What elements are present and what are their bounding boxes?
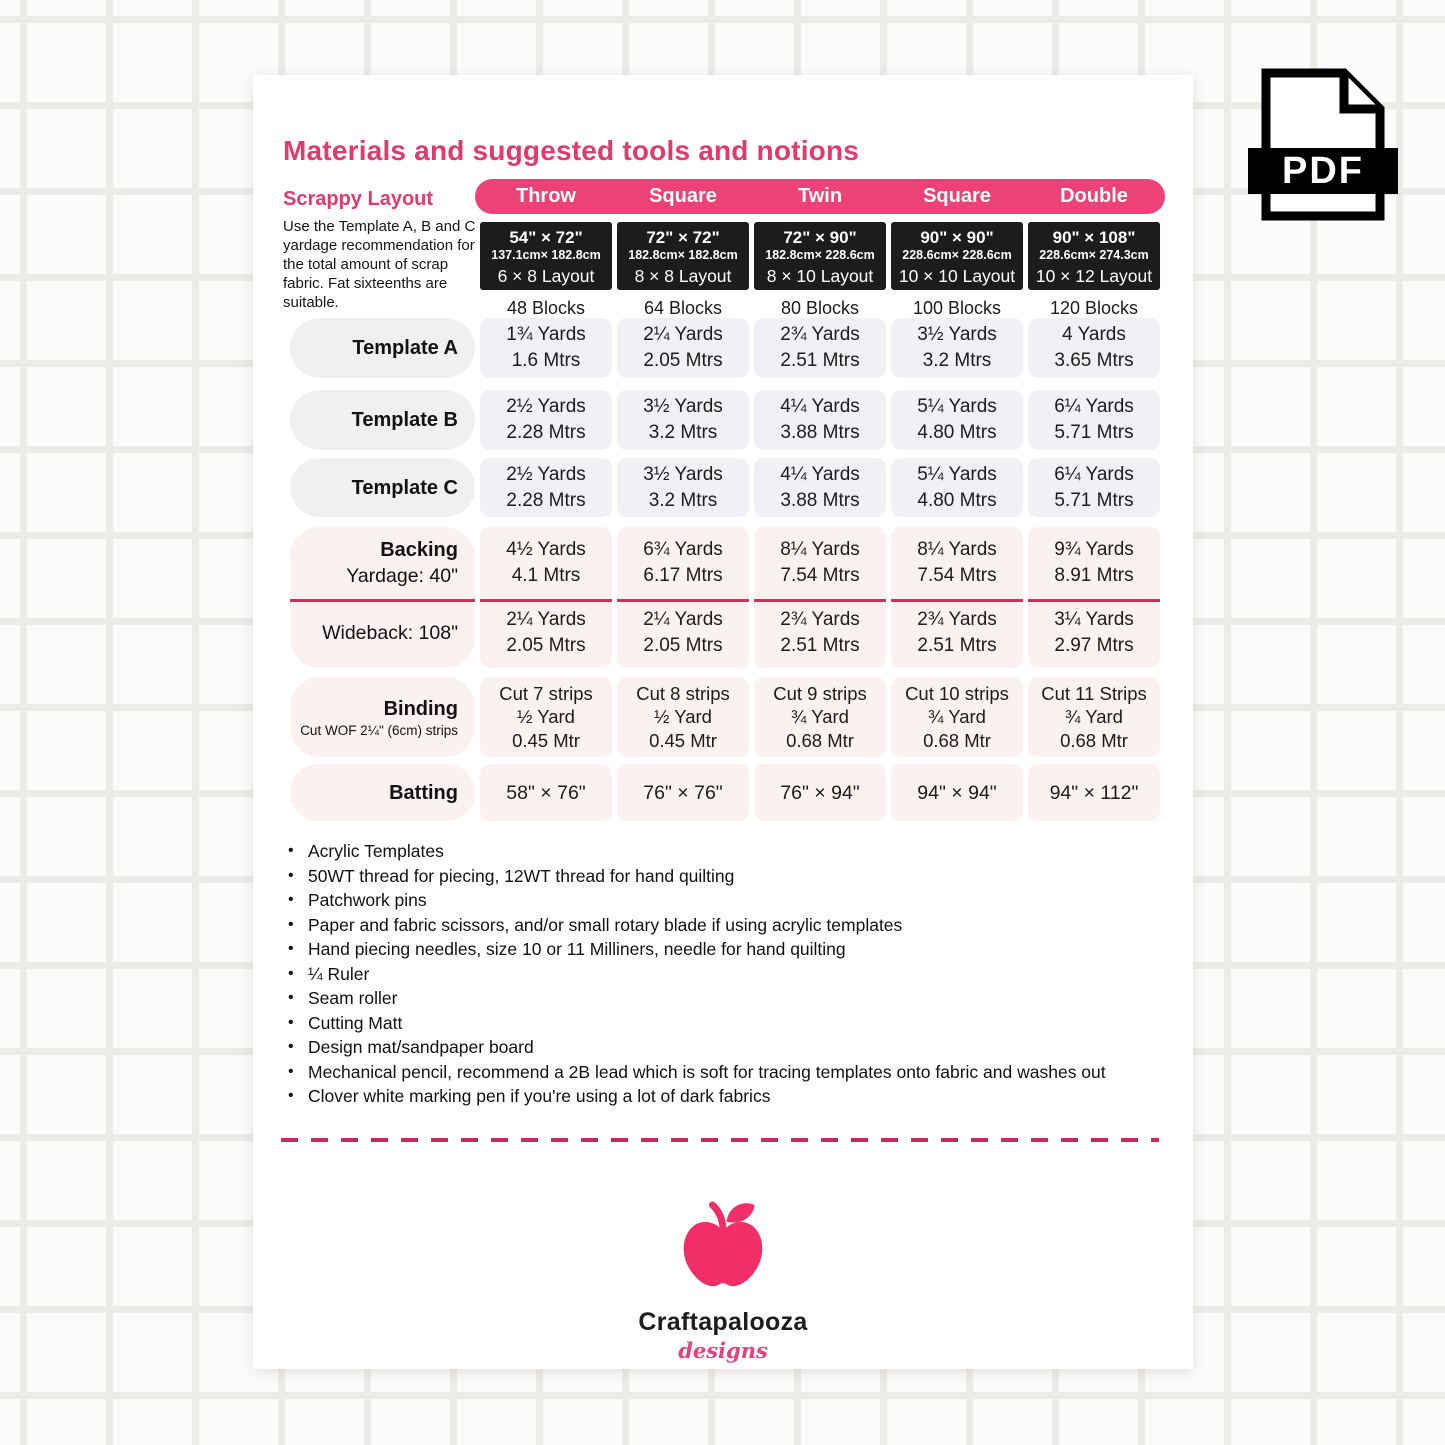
value-cell — [754, 764, 886, 821]
value-cell — [480, 764, 612, 821]
value-line: 76" × 94" — [780, 781, 860, 804]
value-line: Cut 10 strips — [905, 682, 1009, 704]
size-layout: 10 × 12 Layout — [1035, 266, 1153, 286]
pdf-badge-label: PDF — [1282, 150, 1364, 192]
value-line: 8.91 Mtrs — [1054, 565, 1134, 586]
brand-tagline: designs — [678, 1338, 768, 1363]
value-line: 3½ Yards — [643, 396, 723, 417]
row-label: Template A — [352, 337, 458, 359]
value-cell — [891, 318, 1023, 378]
value-line: 7.54 Mtrs — [780, 565, 860, 586]
table-row — [290, 527, 1160, 668]
value-line: 3.88 Mtrs — [780, 489, 860, 511]
table-row — [290, 390, 1160, 450]
value-line: 2¼ Yards — [506, 609, 586, 630]
value-cell — [480, 527, 612, 668]
cell-top — [891, 527, 1023, 599]
value-line: 2.28 Mtrs — [506, 422, 586, 443]
value-line: ½ Yard — [654, 706, 712, 728]
cell-top — [754, 527, 886, 599]
size-cm: 137.1cm× 182.8cm — [491, 248, 601, 262]
value-line: 4 Yards — [1062, 324, 1126, 345]
value-cell — [617, 527, 749, 668]
cell-bottom — [754, 602, 886, 664]
brand-logo — [253, 1197, 1193, 1363]
column-header: Double — [1060, 185, 1128, 207]
value-line: 6¼ Yards — [1054, 396, 1134, 417]
value-cell — [617, 764, 749, 821]
blocks-count: 48 Blocks — [506, 298, 586, 318]
value-line: 3.2 Mtrs — [922, 350, 992, 371]
row-label: Backing — [380, 539, 458, 561]
value-line: 76" × 76" — [643, 781, 723, 804]
value-cell — [1028, 677, 1160, 757]
scrappy-layout-description: Use the Template A, B and C yardage recommendation for the total amount of scrap fabric. Fat sixteenths are suitable. — [283, 218, 476, 311]
scrappy-layout-heading: Scrappy Layout — [283, 188, 434, 210]
value-line: 8¼ Yards — [917, 539, 997, 560]
value-line: 2.05 Mtrs — [506, 635, 586, 656]
value-line: 5.71 Mtrs — [1054, 422, 1134, 443]
value-line: 4½ Yards — [506, 539, 586, 560]
size-inches: 72" × 72" — [646, 228, 720, 247]
value-line: 94" × 112" — [1049, 781, 1139, 804]
column-header: Square — [923, 185, 991, 207]
size-box — [754, 222, 886, 290]
size-cm: 182.8cm× 182.8cm — [628, 248, 738, 262]
value-line: 2¾ Yards — [780, 324, 860, 345]
table-row — [290, 318, 1160, 378]
value-line: 2¼ Yards — [643, 609, 723, 630]
size-box — [1028, 222, 1160, 290]
value-cell — [480, 458, 612, 517]
size-layout: 8 × 10 Layout — [766, 266, 874, 286]
size-layout: 10 × 10 Layout — [898, 266, 1016, 286]
value-line: ½ Yard — [517, 706, 575, 728]
cell-bottom — [891, 602, 1023, 664]
value-line: 0.45 Mtr — [649, 729, 717, 751]
value-line: 3.2 Mtrs — [648, 489, 718, 511]
value-line: 94" × 94" — [917, 781, 997, 804]
value-cell — [754, 390, 886, 450]
value-line: 2.51 Mtrs — [780, 635, 860, 656]
table-row — [290, 458, 1160, 517]
cell-top — [480, 527, 612, 599]
cell-bottom — [480, 602, 612, 664]
page-title: Materials and suggested tools and notions — [283, 135, 860, 166]
value-line: 5¼ Yards — [917, 396, 997, 417]
row-label: Binding — [383, 697, 458, 720]
column-header: Twin — [797, 185, 843, 207]
value-cell — [1028, 390, 1160, 450]
pdf-file-icon — [1247, 66, 1399, 235]
column-header: Square — [649, 185, 717, 207]
row-label-cell — [290, 527, 475, 668]
value-line: 2¾ Yards — [780, 609, 860, 630]
value-line: 4.80 Mtrs — [917, 422, 997, 443]
value-line: 4¼ Yards — [780, 396, 860, 417]
bullet-item: • Paper and fabric scissors, and/or small rotary blade if using acrylic templates — [283, 913, 1169, 938]
value-line: 6.17 Mtrs — [643, 565, 723, 586]
value-line: 3.65 Mtrs — [1054, 350, 1134, 371]
value-line: 2¼ Yards — [643, 324, 723, 345]
row-label-cell — [290, 318, 475, 378]
value-line: 5.71 Mtrs — [1054, 489, 1134, 511]
value-cell — [754, 677, 886, 757]
value-line: 2.51 Mtrs — [780, 350, 860, 371]
row-label: Template C — [351, 476, 458, 499]
bullet-item: • 50WT thread for piecing, 12WT thread for hand quilting — [283, 864, 1169, 889]
cell-top — [1028, 527, 1160, 599]
value-line: 0.68 Mtr — [1060, 729, 1128, 751]
value-cell — [754, 458, 886, 517]
blocks-row — [480, 296, 1160, 320]
size-inches: 90" × 90" — [920, 228, 994, 247]
size-box — [617, 222, 749, 290]
value-line: 2.51 Mtrs — [917, 635, 997, 656]
blocks-count: 80 Blocks — [780, 298, 860, 318]
dashed-divider — [281, 1138, 1159, 1142]
cell-top — [617, 527, 749, 599]
bullet-item: • Mechanical pencil, recommend a 2B lead which is soft for tracing templates onto fabric and washes out — [283, 1060, 1169, 1085]
row-label-cell — [290, 677, 475, 757]
value-line: 2.97 Mtrs — [1054, 635, 1134, 656]
value-line: 8¼ Yards — [780, 539, 860, 560]
value-cell — [891, 764, 1023, 821]
value-line: 3¼ Yards — [1054, 609, 1134, 630]
bullet-item: • ¼ Ruler — [283, 962, 1169, 987]
value-line: 6¼ Yards — [1054, 463, 1134, 485]
value-line: 5¼ Yards — [917, 463, 997, 485]
size-inches: 90" × 108" — [1052, 228, 1136, 247]
value-line: 2.05 Mtrs — [643, 635, 723, 656]
value-cell — [480, 677, 612, 757]
row-label-cell — [290, 764, 475, 821]
bullet-item: • Cutting Matt — [283, 1011, 1169, 1036]
value-cell — [617, 390, 749, 450]
pdf-page — [253, 75, 1193, 1369]
value-line: 1.6 Mtrs — [511, 350, 581, 371]
bullet-item: • Seam roller — [283, 986, 1169, 1011]
value-line: Cut 7 strips — [499, 682, 593, 704]
value-cell — [891, 527, 1023, 668]
bullet-item: • Clover white marking pen if you're using a lot of dark fabrics — [283, 1084, 1169, 1109]
value-line: 9¾ Yards — [1054, 539, 1134, 560]
size-inches: 54" × 72" — [509, 228, 583, 247]
value-line: 6¾ Yards — [643, 539, 723, 560]
value-cell — [891, 677, 1023, 757]
value-line: 4.1 Mtrs — [511, 565, 581, 586]
value-line: Cut 8 strips — [636, 682, 730, 704]
wideback-label: Wideback: 108" — [322, 622, 458, 644]
value-cell — [891, 458, 1023, 517]
value-cell — [891, 390, 1023, 450]
apple-logo-icon — [679, 1197, 767, 1301]
size-layout: 8 × 8 Layout — [634, 266, 732, 286]
size-header-bar — [475, 179, 1165, 214]
size-box — [480, 222, 612, 290]
column-header: Throw — [516, 185, 576, 207]
blocks-count: 120 Blocks — [1049, 298, 1139, 318]
size-cm: 228.6cm× 274.3cm — [1039, 248, 1149, 262]
value-line: 2.28 Mtrs — [506, 489, 586, 511]
value-line: 7.54 Mtrs — [917, 565, 997, 586]
value-cell — [617, 458, 749, 517]
bullet-item: • Design mat/sandpaper board — [283, 1035, 1169, 1060]
blocks-count: 64 Blocks — [643, 298, 723, 318]
table-row — [290, 764, 1160, 821]
size-cm: 228.6cm× 228.6cm — [902, 248, 1012, 262]
value-cell — [1028, 318, 1160, 378]
backing-label-top — [290, 527, 475, 599]
tools-list — [283, 839, 1169, 1109]
value-line: 3½ Yards — [643, 463, 723, 485]
value-line: 3.88 Mtrs — [780, 422, 860, 443]
value-line: 2½ Yards — [506, 396, 586, 417]
row-sublabel: Yardage: 40" — [346, 565, 458, 587]
table-row — [290, 677, 1160, 757]
value-line: ¾ Yard — [928, 706, 986, 728]
value-line: Cut 9 strips — [773, 682, 867, 704]
value-cell — [480, 390, 612, 450]
value-line: 4.80 Mtrs — [917, 489, 997, 511]
value-line: 3½ Yards — [917, 324, 997, 345]
bullet-item: • Acrylic Templates — [283, 839, 1169, 864]
row-label-cell — [290, 458, 475, 517]
value-cell — [1028, 458, 1160, 517]
value-line: 3.2 Mtrs — [648, 422, 718, 443]
brand-name: Craftapalooza — [638, 1308, 808, 1336]
value-line: 2¾ Yards — [917, 609, 997, 630]
size-boxes-row — [480, 222, 1160, 290]
value-line: 4¼ Yards — [780, 463, 860, 485]
row-label: Batting — [389, 781, 458, 804]
value-cell — [1028, 527, 1160, 668]
value-cell — [480, 318, 612, 378]
value-cell — [617, 318, 749, 378]
value-line: 0.68 Mtr — [786, 729, 854, 751]
cell-bottom — [1028, 602, 1160, 664]
bullet-item: • Patchwork pins — [283, 888, 1169, 913]
blocks-count: 100 Blocks — [912, 298, 1002, 318]
row-label-cell — [290, 390, 475, 450]
value-line: ¾ Yard — [1065, 706, 1123, 728]
value-line: 0.68 Mtr — [923, 729, 991, 751]
cell-bottom — [617, 602, 749, 664]
value-line: 1¾ Yards — [506, 324, 586, 345]
value-line: 2.05 Mtrs — [643, 350, 723, 371]
value-line: Cut 11 Strips — [1041, 682, 1147, 704]
value-cell — [1028, 764, 1160, 821]
row-sublabel: Cut WOF 2¼" (6cm) strips — [300, 722, 458, 738]
value-cell — [754, 527, 886, 668]
value-cell — [617, 677, 749, 757]
value-line: 58" × 76" — [506, 781, 586, 804]
row-label: Template B — [351, 409, 458, 431]
size-cm: 182.8cm× 228.6cm — [765, 248, 875, 262]
size-box — [891, 222, 1023, 290]
value-line: 0.45 Mtr — [512, 729, 580, 751]
value-line: 2½ Yards — [506, 463, 586, 485]
value-cell — [754, 318, 886, 378]
size-inches: 72" × 90" — [783, 228, 857, 247]
size-layout: 6 × 8 Layout — [497, 266, 595, 286]
value-line: ¾ Yard — [791, 706, 849, 728]
materials-table — [290, 318, 1160, 821]
bullet-item: • Hand piecing needles, size 10 or 11 Milliners, needle for hand quilting — [283, 937, 1169, 962]
